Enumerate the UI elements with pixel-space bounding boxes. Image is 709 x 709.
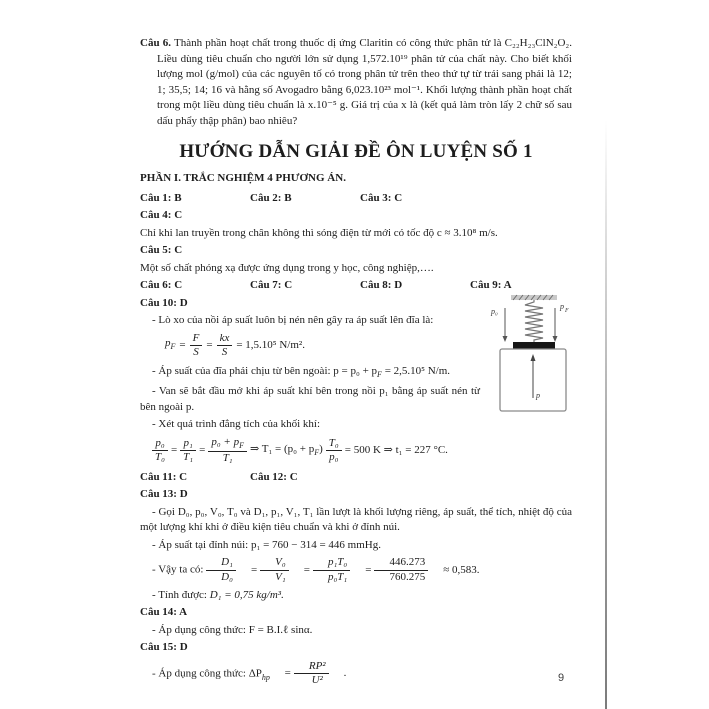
- fraction-F-S: $\frac{F}{S}$: [190, 333, 203, 359]
- q13-bullet-3: - Vậy ta có: $\frac{\text{D₁}}{\text{D₀}}$ = $\frac{\text{V₀}}{\text{V₁}}$ = $\frac{\text{p₁T₀}}{\text{p₀T₁}}$ = $\frac{446.273}{760.275}$ ≈ 0,583.: [152, 556, 480, 583]
- answer-q11: Câu 11: C: [140, 470, 188, 483]
- q10-bullet-1: - Lò xo của nồi áp suất luôn bị nén nên gây ra áp suất lên đĩa là:: [152, 314, 434, 326]
- fraction-p0-T0: $\frac{\text{p₀}}{\text{T₀}}$: [152, 438, 168, 464]
- q13-formula: [206, 557, 479, 583]
- equals-sign: =: [199, 444, 206, 457]
- answer-q10: Câu 10: D: [140, 296, 188, 309]
- answer-q1: Câu 1: B: [140, 191, 182, 204]
- question-14-solution: [140, 605, 572, 638]
- answer-q5: Câu 5: C: [140, 244, 183, 256]
- equals-sign: =: [365, 563, 372, 576]
- equals-sign: =: [206, 338, 213, 351]
- answer-q5-note: Một số chất phóng xạ được ứng dụng trong y học, công nghiệp,….: [140, 261, 434, 274]
- answer-q8: Câu 8: D: [360, 279, 403, 291]
- answer-q3: Câu 3: C: [360, 191, 403, 204]
- fraction-p0pF-T1: $\frac{p_0 + p_F}{\text{T₁}}$: [208, 437, 247, 465]
- implies-expression: ⇒ $T_1 = (p_0 + p_F)$: [249, 442, 323, 457]
- answer-q13: Câu 13: D: [140, 488, 188, 501]
- fraction-RP2-U2: $\frac{\text{RP²}}{\text{U²}}$: [294, 661, 329, 687]
- equals-sign: =: [250, 563, 258, 576]
- fraction-p1-T1: $\frac{\text{p₁}}{\text{T₁}}$: [180, 438, 196, 464]
- q10-bullet-4: - Xét quá trình đẳng tích của khối khí:: [152, 418, 321, 431]
- part1-heading: PHẦN I. TRẮC NGHIỆM 4 PHƯƠNG ÁN.: [140, 172, 346, 184]
- q13-bullet-2: - Áp suất tại đỉnh núi: p₁ = 760 − 314 = 446 mmHg.: [152, 538, 381, 551]
- formula-lhs: $p_F$: [165, 337, 176, 352]
- q10-bullet-2: - Áp suất của đĩa phải chịu từ bên ngoài: $p = p_0 + p_F = 2,5.10^5$ N/m.: [152, 364, 451, 379]
- q13-bullet-1: - Gọi D₀, p₀, V₀, T₀ và D₁, p₁, V₁, T₁ lần lượt là khối lượng riêng, áp suất, thể tích, nhiệt độ của một lượng khí khi ở điều kiện tiêu chuẩn và khi ở đỉnh núi.: [140, 505, 572, 534]
- equals-sign: =: [179, 338, 186, 351]
- q14-bullet-1: - Áp dụng công thức: F = B.I.ℓ sinα.: [152, 623, 313, 636]
- formula-result: = 500 K ⇒ t₁ = 227 °C.: [344, 444, 448, 457]
- figure-label-p0: p₀: [491, 306, 498, 316]
- fraction-numeric: $\frac{446.273}{760.275}$: [374, 557, 428, 583]
- answer-row-1: [140, 191, 572, 207]
- arrow-p-inner: [531, 354, 536, 398]
- page-title: HƯỚNG DẪN GIẢI ĐỀ ÔN LUYỆN SỐ 1: [179, 141, 533, 162]
- figure-label-pF-sub: F: [565, 307, 569, 314]
- q10-bullet-3: - Van sẽ bắt đầu mở khi áp suất khí bên trong nồi p₁ bằng áp suất nén từ bên ngoài p.: [140, 385, 480, 413]
- question-6-paragraph: [140, 36, 572, 129]
- fraction-D1-D0: $\frac{\text{D₁}}{\text{D₀}}$: [206, 557, 236, 583]
- answer-q6: Câu 6: C: [140, 279, 183, 291]
- answer-q4-note: Chỉ khi lan truyền trong chân không thì sóng điện từ mới có tốc độ c ≈ 3.10⁸ m/s.: [140, 226, 498, 239]
- piston-plate: [513, 342, 555, 349]
- answer-q7: Câu 7: C: [250, 279, 293, 291]
- answer-q15: Câu 15: D: [140, 641, 188, 653]
- q15-formula: = $\frac{\text{RP²}}{\text{U²}}$ .: [273, 661, 347, 687]
- pressure-cooker-figure: [489, 290, 581, 418]
- formula-result: ≈ 0,583.: [443, 563, 480, 576]
- question-6-text: Thành phần hoạt chất trong thuốc dị ứng Claritin có công thức phân tử là C₂₂H₂₃ClN₂O₂. Liều dùng tiêu chuẩn cho người lớn sử dụng 1,572.10¹⁹ phân tử của chất này. Cho biết khối lượng mol (g/mol) của các nguyên tố có trong phân tử trên theo thứ tự từ trái sang phải là 12; 1; 35,5; 14; 16 và hằng số Avogadro bằng 6,023.10²³ mol⁻¹. Khối lượng thành phần hoạt chất trong một liều dùng tiêu chuẩn là x.10⁻⁵ g. Giá trị của x là (kết quả làm tròn lấy 2 chữ số sau dấu phẩy thập phân) bao nhiêu?: [157, 37, 572, 127]
- answer-q14: Câu 14: A: [140, 606, 188, 618]
- q13-bullet-4: - Tính được: D₁ = 0,75 kg/m³.: [152, 588, 284, 601]
- question-6-label: Câu 6.: [140, 37, 171, 49]
- page-content: [140, 36, 572, 689]
- fraction-V0-V1: $\frac{\text{V₀}}{\text{V₁}}$: [260, 557, 289, 583]
- answer-row-3: [140, 470, 572, 486]
- formula-result: = 1,5.10⁵ N/m².: [236, 338, 305, 351]
- equals-sign: =: [284, 666, 291, 679]
- question-10-solution: [140, 296, 572, 465]
- answer-q9: Câu 9: A: [470, 279, 512, 291]
- arrow-pF: [553, 308, 558, 342]
- answer-q4: Câu 4: C: [140, 209, 183, 221]
- fraction-p1T0-p0T1: $\frac{\text{p₁T₀}}{\text{p₀T₁}}$: [313, 557, 350, 583]
- scan-artifact-line: [605, 120, 607, 709]
- answer-q12: Câu 12: C: [250, 470, 298, 483]
- fraction-T0-p0: $\frac{\text{T₀}}{\text{p₀}}$: [326, 438, 342, 464]
- equals-sign: =: [303, 563, 310, 576]
- figure-label-p-inner: p: [536, 390, 540, 400]
- spring-coil: [525, 300, 543, 342]
- question-13-solution: [140, 487, 572, 603]
- arrow-p0: [503, 308, 508, 342]
- q10-formula-2: [152, 437, 572, 465]
- fraction-kx-S: $\frac{kx}{S}$: [217, 333, 233, 359]
- q15-bullet-1: - Áp dụng công thức: $\Delta P_{hp}$ = $\frac{\text{RP²}}{\text{U²}}$ .: [152, 659, 347, 687]
- page-number: 9: [558, 672, 565, 684]
- answer-q2: Câu 2: B: [250, 191, 292, 204]
- question-15-solution: [140, 640, 572, 687]
- figure-label-pF: p: [560, 301, 564, 311]
- equals-sign: =: [170, 444, 178, 457]
